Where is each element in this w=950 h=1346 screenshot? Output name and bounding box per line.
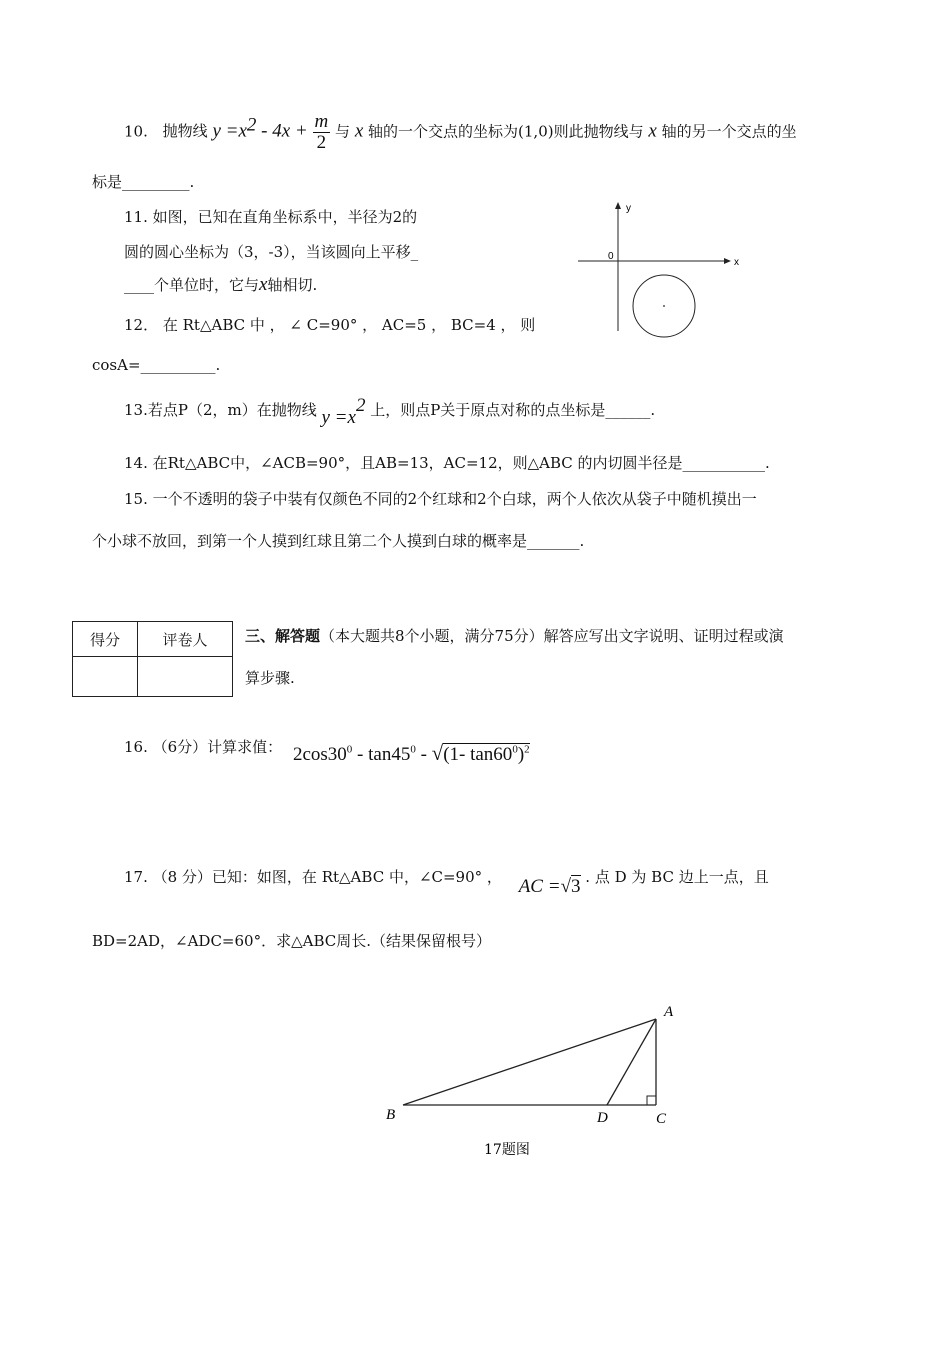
question-text: 上，则点P关于原点对称的点坐标是______. — [370, 401, 656, 419]
fraction-denominator: 2 — [316, 131, 327, 153]
question-10-line1 — [124, 112, 797, 153]
figure-caption: 17题图 — [484, 1142, 530, 1158]
question-text: ____个单位时，它与 — [124, 276, 260, 294]
question-number: 10. — [124, 122, 148, 141]
formula: y =x — [212, 120, 247, 142]
variable: x — [648, 120, 657, 142]
formula-part: (1- tan60 — [443, 744, 513, 765]
label-a: A — [664, 1004, 674, 1020]
section-3-heading — [245, 625, 784, 646]
segment-ad — [607, 1019, 656, 1105]
sqrt-icon: √ — [431, 741, 444, 765]
question-text: 轴相切. — [267, 276, 318, 294]
radicand: 3 — [571, 876, 581, 897]
sqrt-icon: √ — [560, 876, 571, 897]
question-17-line1 — [124, 866, 769, 897]
section-3-description-line2: 算步骤. — [245, 669, 295, 687]
grader-cell[interactable] — [138, 657, 233, 697]
question-text: . 点 D 为 BC 边上一点，且 — [585, 868, 769, 886]
formula-part: 2cos30 — [292, 744, 347, 765]
segment-ab — [403, 1019, 656, 1105]
question-text: 轴的另一个交点的坐 — [661, 122, 797, 141]
variable: x — [259, 274, 268, 295]
question-11-line1: 11. 如图，已知在直角坐标系中，半径为2的 — [124, 208, 418, 226]
right-angle-mark — [647, 1096, 656, 1105]
figure-17-triangle — [380, 995, 690, 1170]
grader-header: 评卷人 — [138, 622, 233, 657]
origin-label: 0 — [608, 251, 614, 262]
exponent: 2 — [246, 114, 257, 136]
formula-part: - tan45 — [352, 744, 411, 765]
score-header: 得分 — [73, 622, 138, 657]
label-b: B — [386, 1107, 396, 1123]
question-14: 14. 在Rt△ABC中，∠ACB=90°，且AB=13，AC=12，则△ABC 的内切圆半径是___________. — [124, 454, 770, 472]
x-axis-label: x — [734, 257, 739, 268]
question-12-line1: 12． 在 Rt△ABC 中 ， ∠ C=90° ， AC=5 ， BC=4 ， 则 — [124, 316, 536, 334]
question-text: 16. （6分）计算求值： — [124, 738, 283, 756]
fraction — [313, 112, 331, 153]
question-text: 13.若点P（2，m）在抛物线 — [124, 401, 317, 419]
formula: y =x — [321, 407, 356, 428]
question-10-line2: 标是_________. — [92, 173, 195, 191]
coordinate-graph — [570, 195, 750, 345]
question-17-line2: BD=2AD，∠ADC=60°．求△ABC周长.（结果保留根号） — [92, 932, 491, 950]
formula: - 4x + — [256, 120, 308, 142]
section-title: 三、解答题 — [245, 627, 321, 645]
score-cell[interactable] — [73, 657, 138, 697]
question-15-line1: 15. 一个不透明的袋子中装有仅颜色不同的2个红球和2个白球，两个人依次从袋子中随机摸出一 — [124, 490, 757, 508]
formula — [292, 741, 530, 765]
degree: 0 — [410, 743, 416, 756]
question-text: 抛物线 — [162, 122, 208, 141]
question-text: 17. （8 分）已知：如图，在 Rt△ABC 中，∠C=90° ， — [124, 868, 502, 886]
degree: 0 — [512, 743, 518, 756]
section-description: （本大题共8个小题，满分75分）解答应写出文字说明、证明过程或演 — [320, 627, 784, 645]
degree: 0 — [346, 743, 353, 756]
circle-center — [663, 305, 665, 307]
question-12-line2: cosA=__________. — [92, 356, 221, 374]
radicand — [443, 743, 529, 765]
question-text: 轴的一个交点的坐标为(1,0)则此抛物线与 — [368, 122, 644, 141]
label-d: D — [597, 1110, 608, 1126]
exponent: 2 — [524, 743, 530, 756]
formula-part: - — [415, 744, 432, 765]
score-table — [72, 621, 233, 697]
question-11-line2: 圆的圆心坐标为（3，-3），当该圆向上平移_ — [124, 243, 419, 261]
fraction-numerator: m — [314, 111, 329, 132]
y-axis-label: y — [626, 203, 631, 214]
question-text: 与 — [335, 122, 351, 141]
question-15-line2: 个小球不放回，到第一个人摸到红球且第二个人摸到白球的概率是_______. — [92, 532, 585, 550]
variable: x — [354, 120, 364, 142]
question-13 — [124, 393, 656, 428]
exponent: 2 — [355, 395, 366, 416]
question-11-line3 — [124, 274, 317, 296]
question-16 — [124, 733, 530, 765]
formula: AC = — [518, 876, 561, 897]
label-c: C — [656, 1111, 667, 1127]
formula-part: ) — [517, 744, 525, 765]
